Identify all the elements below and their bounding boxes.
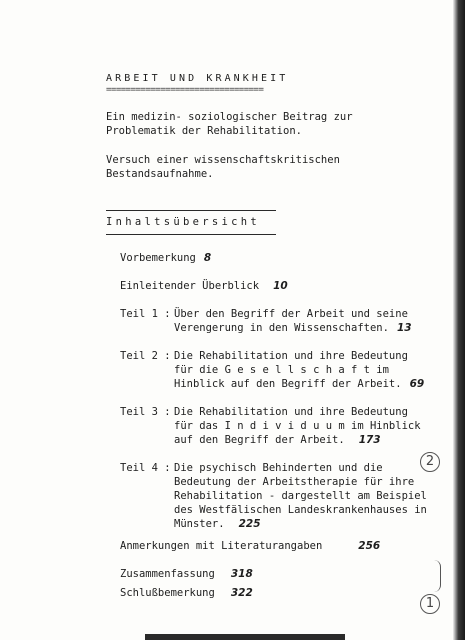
page-number: 225: [238, 518, 261, 530]
page-number: 10: [273, 280, 288, 292]
toc-teil-2-line-3: Hinblick auf den Begriff der Arbeit. 69: [174, 378, 425, 390]
toc-teil-2-line-2: für die G e s e l l s c h a f t im: [174, 364, 389, 376]
toc-teil-3-line-2: für das I n d i v i d u u m im Hinblick: [174, 420, 421, 432]
toc-entry-anmerkungen: Anmerkungen mit Literaturangaben 256: [120, 540, 381, 552]
page-number: 69: [409, 378, 425, 390]
toc-teil-2-line-1: Die Rehabilitation und ihre Bedeutung: [174, 350, 408, 362]
toc-teil-4-line-4: des Westfälischen Landeskrankenhauses in: [174, 504, 427, 516]
toc-teil-1-prefix: Teil 1 :: [120, 308, 171, 320]
toc-teil-3-prefix: Teil 3 :: [120, 406, 171, 418]
margin-bracket-mark: [434, 560, 441, 592]
toc-teil-3-line-1: Die Rehabilitation und ihre Bedeutung: [174, 406, 408, 418]
toc-teil-1-line-1: Über den Begriff der Arbeit und seine: [174, 308, 408, 320]
margin-number-2: 2: [420, 452, 440, 472]
subtitle-line-1: Ein medizin- soziologischer Beitrag zur: [106, 111, 353, 123]
toc-entry-schlussbemerkung: Schlußbemerkung 322: [120, 587, 253, 599]
page-number: 173: [358, 434, 381, 446]
page-number: 8: [203, 252, 212, 264]
toc-teil-4-line-5: Münster. 225: [174, 518, 261, 530]
toc-heading: Inhaltsübersicht: [106, 216, 260, 228]
page-number: 13: [396, 322, 412, 334]
toc-teil-4-prefix: Teil 4 :: [120, 462, 171, 474]
scan-bottom-artifact: [145, 634, 345, 640]
toc-entry-zusammenfassung: Zusammenfassung 318: [120, 568, 253, 580]
scan-edge-shadow: [453, 0, 465, 640]
toc-rule-top: [106, 210, 276, 211]
toc-entry-vorbemerkung: Vorbemerkung 8: [120, 252, 212, 264]
toc-entry-einleitender-ueberblick: Einleitender Überblick 10: [120, 280, 288, 292]
margin-number-1: 1: [420, 594, 440, 614]
subtitle2-line-2: Bestandsaufnahme.: [106, 168, 214, 180]
toc-teil-3-line-3: auf den Begriff der Arbeit. 173: [174, 434, 381, 446]
toc-teil-4-line-3: Rehabilitation - dargestellt am Beispiel: [174, 490, 427, 502]
subtitle-line-2: Problematik der Rehabilitation.: [106, 125, 302, 137]
page-number: 318: [230, 568, 253, 580]
page-number: 322: [230, 587, 253, 599]
toc-teil-4-line-1: Die psychisch Behinderten und die: [174, 462, 383, 474]
toc-teil-4-line-2: Bedeutung der Arbeitstherapie für ihre: [174, 476, 415, 488]
toc-teil-1-line-2: Verengerung in den Wissenschaften. 13: [174, 322, 412, 334]
page-number: 256: [358, 540, 381, 552]
title-underline: ================================: [106, 85, 264, 95]
subtitle2-line-1: Versuch einer wissenschaftskritischen: [106, 154, 340, 166]
toc-rule-bottom: [106, 234, 276, 235]
document-title: ARBEIT UND KRANKHEIT: [106, 73, 289, 84]
toc-teil-2-prefix: Teil 2 :: [120, 350, 171, 362]
